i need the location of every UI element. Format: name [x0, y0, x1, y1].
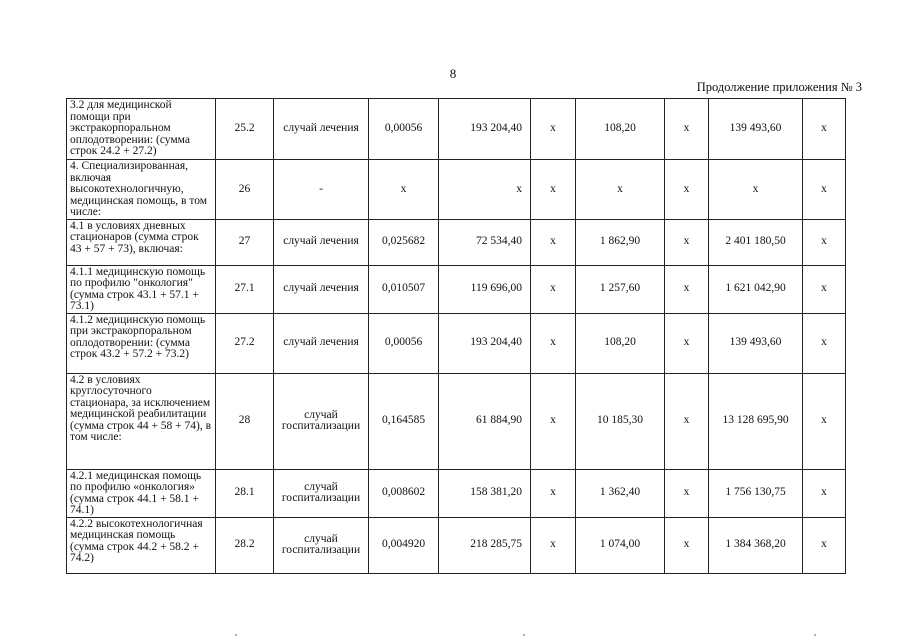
row-col-6: 139 493,60 [709, 99, 803, 160]
row-unit: случай лечения [274, 99, 369, 160]
table-row [67, 99, 846, 160]
row-col-4: 1 862,90 [576, 219, 665, 265]
row-col-6: 1 384 368,20 [709, 517, 803, 573]
row-name: 4.1.1 медицинскую помощь по профилю "онкология" (сумма строк 43.1 + 57.1 + 73.1) [67, 265, 216, 313]
row-col-4: х [576, 160, 665, 220]
row-col-6: 13 128 695,90 [709, 373, 803, 469]
row-col-6: 1 756 130,75 [709, 469, 803, 517]
row-name: 4. Специализированная, включая высокотехнологичную, медицинская помощь, в том числе: [67, 160, 216, 220]
row-col-7: х [803, 517, 846, 573]
row-col-3: х [531, 313, 576, 373]
row-name: 4.1 в условиях дневных стационаров (сумма строк 43 + 57 + 73), включая: [67, 219, 216, 265]
row-col-6: 139 493,60 [709, 313, 803, 373]
row-col-3: х [531, 99, 576, 160]
row-col-5: х [665, 373, 709, 469]
row-col-5: х [665, 517, 709, 573]
row-col-3: х [531, 265, 576, 313]
row-col-5: х [665, 219, 709, 265]
row-col-1: 0,008602 [369, 469, 439, 517]
row-col-2: 193 204,40 [439, 99, 531, 160]
row-col-1: 0,164585 [369, 373, 439, 469]
table-row [67, 517, 846, 573]
scan-dots [0, 632, 906, 638]
page-number: 8 [449, 66, 457, 81]
row-code: 28.2 [216, 517, 274, 573]
row-col-7: х [803, 469, 846, 517]
row-name: 3.2 для медицинской помощи при экстракорпоральном оплодотворении: (сумма строк 24.2 + 27.2) [67, 99, 216, 160]
table-row [67, 160, 846, 220]
row-col-6: 1 621 042,90 [709, 265, 803, 313]
row-col-2: 61 884,90 [439, 373, 531, 469]
row-code: 28 [216, 373, 274, 469]
row-col-7: х [803, 373, 846, 469]
row-col-2: х [439, 160, 531, 220]
row-col-4: 1 074,00 [576, 517, 665, 573]
row-unit: случай лечения [274, 265, 369, 313]
table-row [67, 219, 846, 265]
row-code: 26 [216, 160, 274, 220]
row-col-7: х [803, 219, 846, 265]
row-col-2: 193 204,40 [439, 313, 531, 373]
continuation-label: Продолжение приложения № 3 [696, 80, 862, 94]
row-col-4: 108,20 [576, 99, 665, 160]
row-col-2: 218 285,75 [439, 517, 531, 573]
row-unit: случай госпитализации [274, 373, 369, 469]
row-col-3: х [531, 219, 576, 265]
row-col-1: 0,00056 [369, 313, 439, 373]
row-unit: случай госпитализации [274, 469, 369, 517]
row-name: 4.1.2 медицинскую помощь при экстракорпоральном оплодотворении: (сумма строк 43.2 + 57.2 + 73.2) [67, 313, 216, 373]
row-col-5: х [665, 265, 709, 313]
row-code: 28.1 [216, 469, 274, 517]
row-col-6: 2 401 180,50 [709, 219, 803, 265]
table-row [67, 265, 846, 313]
row-col-2: 72 534,40 [439, 219, 531, 265]
row-code: 25.2 [216, 99, 274, 160]
row-code: 27.2 [216, 313, 274, 373]
row-code: 27.1 [216, 265, 274, 313]
data-table [66, 98, 846, 574]
row-col-7: х [803, 160, 846, 220]
row-col-1: 0,004920 [369, 517, 439, 573]
row-col-5: х [665, 99, 709, 160]
row-unit: - [274, 160, 369, 220]
row-unit: случай госпитализации [274, 517, 369, 573]
row-col-3: х [531, 517, 576, 573]
row-unit: случай лечения [274, 219, 369, 265]
row-col-3: х [531, 469, 576, 517]
row-col-2: 119 696,00 [439, 265, 531, 313]
row-col-4: 10 185,30 [576, 373, 665, 469]
row-col-3: х [531, 373, 576, 469]
row-col-5: х [665, 469, 709, 517]
row-col-7: х [803, 265, 846, 313]
row-col-7: х [803, 313, 846, 373]
row-code: 27 [216, 219, 274, 265]
row-col-5: х [665, 160, 709, 220]
row-col-7: х [803, 99, 846, 160]
row-col-4: 108,20 [576, 313, 665, 373]
row-col-4: 1 362,40 [576, 469, 665, 517]
row-col-1: 0,00056 [369, 99, 439, 160]
table-row [67, 313, 846, 373]
table-row [67, 469, 846, 517]
row-col-1: х [369, 160, 439, 220]
row-col-2: 158 381,20 [439, 469, 531, 517]
row-col-5: х [665, 313, 709, 373]
row-col-4: 1 257,60 [576, 265, 665, 313]
table-row [67, 373, 846, 469]
row-col-1: 0,010507 [369, 265, 439, 313]
row-unit: случай лечения [274, 313, 369, 373]
row-name: 4.2 в условиях круглосуточного стационара, за исключением медицинской реабилитации (сумма строк 44 + 58 + 74), в том числе: [67, 373, 216, 469]
row-name: 4.2.1 медицинская помощь по профилю «онкология» (сумма строк 44.1 + 58.1 + 74.1) [67, 469, 216, 517]
row-col-3: х [531, 160, 576, 220]
row-name: 4.2.2 высокотехнологичная медицинская помощь (сумма строк 44.2 + 58.2 + 74.2) [67, 517, 216, 573]
row-col-1: 0,025682 [369, 219, 439, 265]
row-col-6: х [709, 160, 803, 220]
